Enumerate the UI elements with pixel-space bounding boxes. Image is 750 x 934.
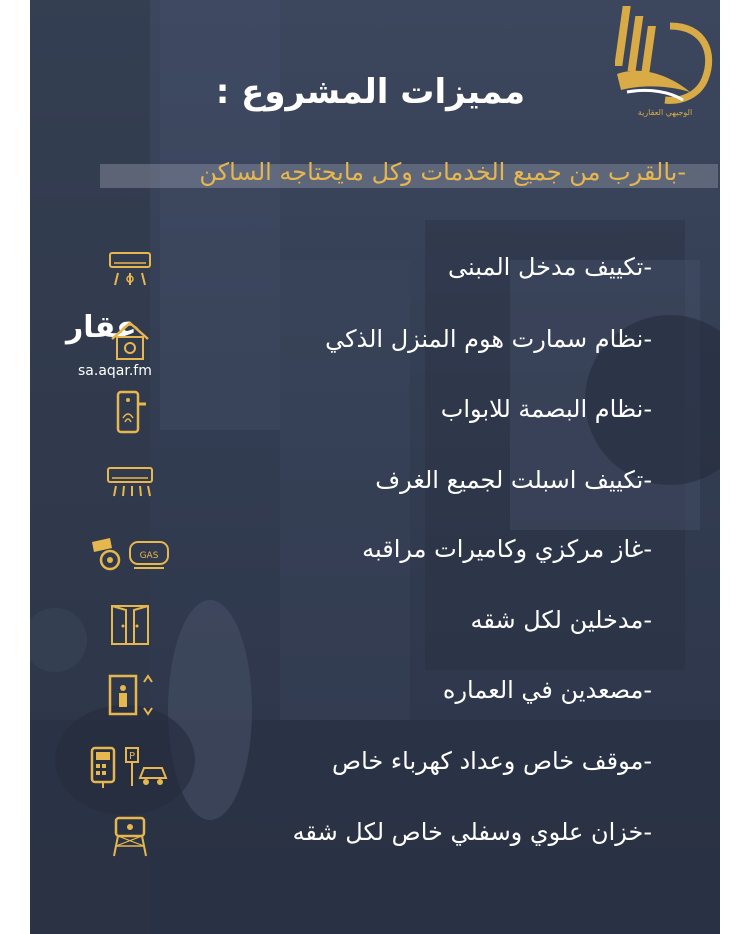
company-logo	[615, 4, 715, 124]
svg-text:P: P	[128, 751, 136, 762]
feature-water-tanks: -خزان علوي وسفلي خاص لكل شقه	[292, 818, 652, 846]
water-tank-icon	[102, 812, 158, 862]
double-door-icon	[102, 600, 158, 650]
smart-home-icon	[102, 315, 158, 365]
gas-camera-icon	[88, 528, 172, 578]
page-title: مميزات المشروع :	[215, 72, 525, 112]
logo-caption: الوجيهي العقارية	[637, 108, 693, 117]
feature-two-entrances: -مدخلين لكل شقه	[470, 606, 652, 634]
svg-text:GAS: GAS	[139, 551, 159, 561]
feature-two-elevators: -مصعدين في العماره	[442, 676, 652, 704]
split-ac-icon	[102, 458, 158, 508]
watermark-logo: عقار	[66, 310, 137, 345]
air-conditioner-icon	[102, 245, 158, 295]
fingerprint-lock-icon	[102, 388, 158, 438]
elevator-icon	[102, 670, 158, 720]
parking-meter-icon	[82, 742, 172, 792]
feature-parking-meter: -موقف خاص وعداد كهرباء خاص	[332, 747, 652, 775]
logo-icon	[615, 4, 715, 108]
feature-entrance-ac: -تكييف مدخل المبنى	[448, 253, 652, 281]
subtitle: -بالقرب من جميع الخدمات وكل مايحتاجه الساكن	[199, 158, 686, 186]
feature-smart-home: -نظام سمارت هوم المنزل الذكي	[325, 325, 652, 353]
watermark-url: sa.aqar.fm	[78, 363, 152, 379]
poster	[30, 0, 720, 934]
feature-split-ac: -تكييف اسبلت لجميع الغرف	[375, 466, 652, 494]
feature-fingerprint: -نظام البصمة للابواب	[440, 395, 652, 423]
feature-gas-cameras: -غاز مركزي وكاميرات مراقبه	[362, 535, 652, 563]
